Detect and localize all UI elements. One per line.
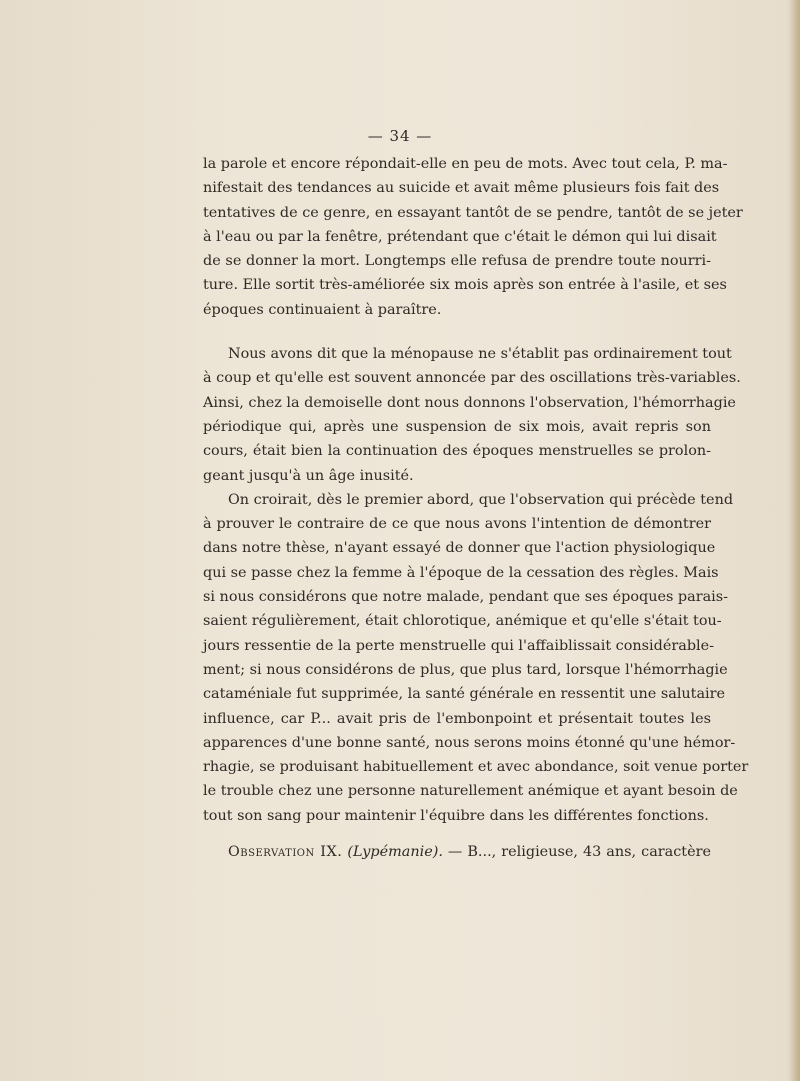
observation-details: — B..., religieuse, 43 ans, caractère: [442, 844, 711, 861]
text-line: tentatives de ce genre, en essayant tantôt de se pendre, tantôt de se jeter: [203, 204, 743, 221]
page-number: — 34 —: [367, 127, 433, 145]
text-line: Ainsi, chez la demoiselle dont nous donnons l'observation, l'hémorrhagie: [203, 394, 736, 411]
text-line: dans notre thèse, n'ayant essayé de donner que l'action physiologique: [203, 540, 716, 557]
text-line: de se donner la mort. Longtemps elle refusa de prendre toute nourri-: [203, 253, 711, 270]
text-line: cours, était bien la continuation des époques menstruelles se prolon-: [203, 443, 711, 460]
text-line: à prouver le contraire de ce que nous avons l'intention de démontrer: [203, 516, 711, 533]
text-line: si nous considérons que notre malade, pendant que ses époques parais-: [203, 589, 729, 606]
observation-heading-line: [203, 840, 711, 864]
text-line: cataméniale fut supprimée, la santé générale en ressentit une salutaire: [203, 686, 726, 703]
text-line: à l'eau ou par la fenêtre, prétendant que c'était le démon qui lui disait: [203, 228, 717, 245]
text-line: rhagie, se produisant habituellement et avec abondance, soit venue porter: [203, 759, 749, 776]
text-line: la parole et encore répondait-elle en peu de mots. Avec tout cela, P. ma-: [203, 156, 728, 172]
text-line: jours ressentie de la perte menstruelle qui l'affaiblissait considérable-: [203, 637, 715, 654]
text-line: apparences d'une bonne santé, nous serons moins étonné qu'une hémor-: [203, 734, 736, 751]
paragraph-gap: [203, 322, 711, 342]
text-line: On croirait, dès le premier abord, que l'observation qui précède tend: [228, 491, 734, 508]
page-edge: [788, 0, 800, 1081]
text-line: ment; si nous considérons de plus, que plus tard, lorsque l'hémorrhagie: [203, 661, 728, 678]
body-text: [203, 152, 749, 864]
text-line: qui se passe chez la femme à l'époque de la cessation des règles. Mais: [203, 564, 719, 581]
text-line: à coup et qu'elle est souvent annoncée par des oscillations très-variables.: [203, 370, 741, 387]
text-line: Nous avons dit que la ménopause ne s'établit pas ordinairement tout: [228, 346, 732, 363]
text-line: nifestait des tendances au suicide et avait même plusieurs fois fait des: [203, 180, 720, 197]
text-line: époques continuaient à paraître.: [203, 301, 442, 318]
text-line: saient régulièrement, était chlorotique, anémique et qu'elle s'était tou-: [203, 613, 722, 630]
text-line: le trouble chez une personne naturellement anémique et ayant besoin de: [203, 783, 738, 800]
observation-subject: (Lypémanie).: [347, 844, 443, 861]
paragraph-gap: [203, 828, 711, 840]
text-line: ture. Elle sortit très-améliorée six mois après son entrée à l'asile, et ses: [203, 277, 727, 294]
text-line: influence, car P... avait pris de l'embonpoint et présentait toutes les: [203, 710, 711, 727]
text-line: geant jusqu'à un âge inusité.: [203, 467, 414, 484]
observation-title: Observation IX.: [228, 844, 343, 861]
text-line: tout son sang pour maintenir l'équibre dans les différentes fonctions.: [203, 807, 709, 824]
text-line: périodique qui, après une suspension de six mois, avait repris son: [203, 418, 711, 435]
